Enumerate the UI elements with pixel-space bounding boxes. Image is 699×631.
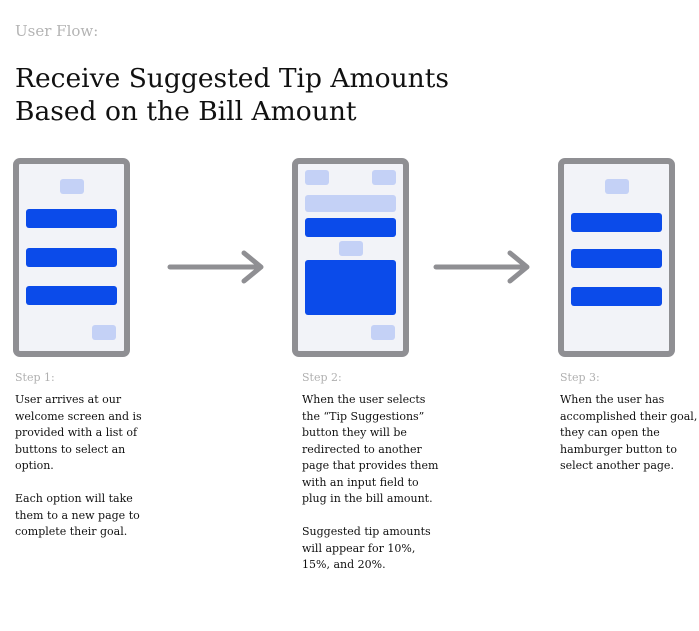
hamburger-button (372, 170, 396, 185)
menu-button-2 (571, 249, 662, 268)
step-1 (15, 371, 155, 541)
menu-button-3 (571, 287, 662, 306)
corner-button (92, 325, 116, 340)
bill-input-field (305, 218, 396, 237)
title-line-1: Receive Suggested Tip Amounts (15, 63, 450, 94)
submit-placeholder (339, 241, 363, 256)
step-description: When the user has accomplished their goal, they can open the hamburger button to select another page. (560, 393, 698, 472)
step-description: When the user selects the “Tip Suggestions” button they will be redirected to another page that provides them with an input field to plug in the bill amount. Suggested tip amounts will appear for 10%, 15%, and 20%. (302, 393, 439, 571)
header-bar (305, 195, 396, 212)
arrow-right-icon (166, 250, 268, 284)
phone-mockup-welcome (13, 158, 130, 357)
menu-button-2 (26, 248, 117, 267)
logo-placeholder (60, 179, 84, 194)
step-3 (560, 371, 699, 475)
logo-placeholder (605, 179, 629, 194)
phone-mockup-tip-suggestions (292, 158, 409, 357)
step-label: Step 3: (560, 371, 600, 384)
menu-button-1 (26, 209, 117, 228)
tip-results-panel (305, 260, 396, 315)
menu-button-3 (26, 286, 117, 305)
step-label: Step 1: (15, 371, 55, 384)
menu-button-1 (571, 213, 662, 232)
page-title (15, 62, 449, 128)
step-2 (302, 371, 442, 574)
phone-mockup-navigation (558, 158, 675, 357)
step-description: User arrives at our welcome screen and is provided with a list of buttons to select an option. Each option will take them to a new page to complete their goal. (15, 393, 142, 538)
corner-button (371, 325, 395, 340)
arrow-right-icon (432, 250, 534, 284)
title-line-2: Based on the Bill Amount (15, 96, 357, 127)
back-button (305, 170, 329, 185)
step-label: Step 2: (302, 371, 342, 384)
kicker-label: User Flow: (15, 22, 99, 40)
